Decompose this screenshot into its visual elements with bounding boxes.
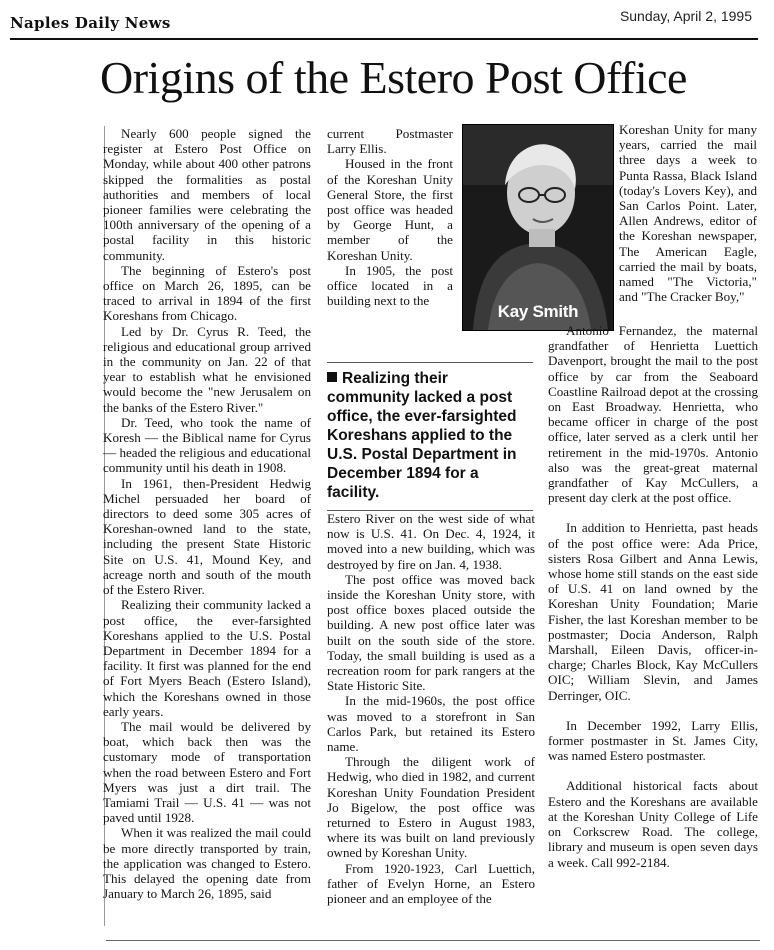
bottom-rule — [106, 940, 760, 941]
pull-quote — [327, 362, 533, 511]
paragraph: In 1961, then-President Hedwig Michel persuaded her board of directors to deed some 305 acres of Koreshan-owned land to the state, including the present State Historic Site on U.S. 41, Mound Key, and acreage north and south of the mouth of the Estero River. — [103, 475, 311, 598]
paragraph: Housed in the front of the Koreshan Unity General Store, the first post office was headed by George Hunt, a member of the Koreshan Unity. — [327, 156, 453, 263]
paragraph: Through the diligent work of Hedwig, who died in 1982, and current Koreshan Unity Foundation President Jo Bigelow, the post office was returned to Estero in August 1983, where its was built on land previously owned by Koreshan Unity. — [327, 754, 535, 861]
article-column-2-bottom — [327, 511, 535, 906]
headline: Origins of the Estero Post Office — [100, 52, 687, 103]
paragraph: When it was realized the mail could be more directly transported by train, the application was changed to Estero. This delayed the opening date from January to March 26, 1895, said — [103, 825, 311, 902]
article-column-2-top — [327, 126, 453, 308]
portrait-photo — [462, 124, 614, 331]
paragraph: The post office was moved back inside the Koreshan Unity store, with post office boxes placed outside the building. A new post office later was built on the south side of the store. Today, the small building is used as a recreation room for park rangers at the State Historic Site. — [327, 571, 535, 694]
paragraph: current Postmaster Larry Ellis. — [327, 126, 453, 157]
paragraph: In 1905, the post office located in a building next to the — [327, 262, 453, 309]
paragraph: Additional historical facts about Estero and the Koreshans are available at the Koreshan Unity College of Life on Corkscrew Road. The college, library and museum is open seven days a week. Call 992-2184. — [548, 778, 758, 870]
bullet-square-icon — [327, 372, 337, 382]
article-column-3-top — [619, 122, 757, 304]
paragraph: Led by Dr. Cyrus R. Teed, the religious and educational group arrived in the community on Jan. 22 of that year to establish what he envisioned would become the "new Jerusalem on the banks of the Estero River." — [103, 323, 311, 415]
article-column-1 — [103, 126, 311, 901]
paragraph: In the mid-1960s, the post office was moved to a storefront in San Carlos Park, but retained its Estero name. — [327, 693, 535, 755]
photo-caption: Kay Smith — [497, 302, 579, 321]
paragraph: The beginning of Estero's post office on March 26, 1895, can be traced to arrival in 1894 of the first Koreshans from Chicago. — [103, 262, 311, 324]
portrait-image — [463, 125, 613, 330]
pull-quote-text: Realizing their community lacked a post office, the ever-farsighted Koreshans applied to the U.S. Postal Department in December 1894 for a facility. — [327, 370, 517, 501]
top-rule — [10, 38, 758, 40]
masthead: Naples Daily News — [10, 14, 171, 32]
paragraph: The mail would be delivered by boat, which back then was the customary mode of transportation when the road between Estero and Fort Myers was just a dirt trail. The Tamiami Trail — U.S. 41 — was not paved until 1928. — [103, 718, 311, 826]
paragraph: Nearly 600 people signed the register at Estero Post Office on Monday, while about 400 other patrons skipped the formalities as postal authorities and members of local pioneer families were celebrating the 100th anniversary of the opening of a postal facility in this historic community. — [103, 126, 311, 263]
publication-date: Sunday, April 2, 1995 — [619, 8, 752, 24]
paragraph: Koreshan Unity for many years, carried the mail three days a week to Punta Rassa, Black Island (today's Lovers Key), and San Carlos Point. Later, Allen Andrews, editor of the Koreshan newspaper, The American Eagle, carried the mail by boats, named "The Victoria," and "The Cracker Boy," — [619, 122, 757, 305]
paragraph: Estero River on the west side of what now is U.S. 41. On Dec. 4, 1924, it moved into a new building, which was destroyed by fire on Jan. 4, 1938. — [327, 511, 535, 572]
paragraph: In December 1992, Larry Ellis, former postmaster in St. James City, was named Estero postmaster. — [548, 717, 758, 764]
article-column-3-bottom — [548, 323, 758, 870]
paragraph: Antonio Fernandez, the maternal grandfather of Henrietta Luettich Davenport, brought the mail to the post office by car from the Seaboard Coastline Railroad depot at the crossing on East Broadway. Henrietta, who became officer in charge of the post office, later served as a clerk until her retirement in the mid-1970s. Antonio also was the great-great maternal grandfather of Kay McCullers, a present day clerk at the post office. — [548, 323, 758, 506]
paragraph: Realizing their community lacked a post office, the ever-farsighted Koreshans applied to the U.S. Postal Department in December 1894 for a facility. It first was planned for the end of Fort Myers Beach (Estero Island), which the Koreshans owned in those early years. — [103, 597, 311, 719]
paragraph: In addition to Henrietta, past heads of the post office were: Ada Price, sisters Rosa Gilbert and Anna Lewis, whose home still stands on the east side of U.S. 41 on land owned by the Koreshan Unity Foundation; Marie Fisher, the last Koreshan member to be postmaster; Docia Anderson, Ralph Marshall, Eileen Davis, officer-in-charge; Charles Block, Kay McCullers OIC; William Slevin, and James Derringer, OIC. — [548, 520, 758, 703]
paragraph: From 1920-1923, Carl Luettich, father of Evelyn Horne, an Estero pioneer and an employee of the — [327, 860, 535, 907]
paragraph: Dr. Teed, who took the name of Koresh — the Biblical name for Cyrus — headed the religious and educational community until his death in 1908. — [103, 414, 311, 476]
